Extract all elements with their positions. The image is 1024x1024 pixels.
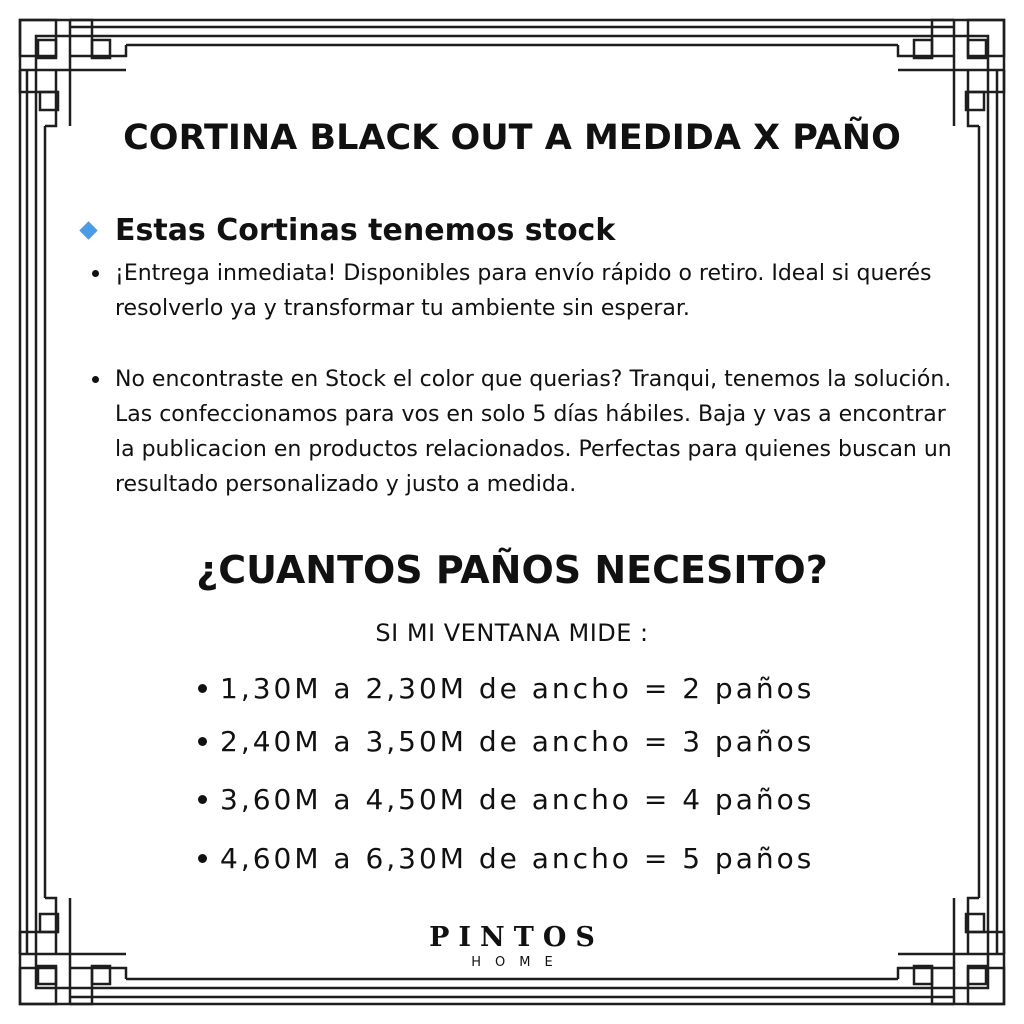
brand-logo: [0, 922, 1024, 970]
logo-sub: HOME: [471, 955, 567, 970]
question-subtitle: SI MI VENTANA MIDE :: [375, 619, 649, 647]
size-text: 3,60M a 4,50M de ancho = 4 paños: [220, 783, 815, 816]
paragraph-text: ¡Entrega inmediata! Disponibles para envío rápido o retiro. Ideal si querés resolverlo ya y transformar tu ambiente sin esperar.: [115, 261, 932, 321]
size-text: 4,60M a 6,30M de ancho = 5 paños: [220, 842, 815, 875]
page-title: CORTINA BLACK OUT A MEDIDA X PAÑO: [123, 118, 901, 158]
list-item: [92, 362, 952, 502]
size-item: [198, 672, 814, 705]
size-text: 1,30M a 2,30M de ancho = 2 paños: [220, 672, 815, 705]
size-text: 2,40M a 3,50M de ancho = 3 paños: [220, 725, 815, 758]
question-heading: ¿CUANTOS PAÑOS NECESITO?: [196, 548, 828, 592]
bullet-icon: [92, 270, 99, 277]
list-item: [92, 256, 952, 326]
stock-heading-text: Estas Cortinas tenemos stock: [115, 213, 616, 248]
size-item: [198, 783, 814, 816]
bullet-icon: [198, 795, 207, 804]
diamond-bullet-icon: [79, 221, 97, 239]
bullet-icon: [198, 684, 207, 693]
size-item: [198, 725, 814, 758]
size-item: [198, 842, 814, 875]
bullet-icon: [198, 737, 207, 746]
bullet-icon: [198, 854, 207, 863]
logo-name: PINTOS: [429, 922, 604, 953]
stock-heading: [78, 213, 615, 248]
bullet-icon: [92, 376, 99, 383]
paragraph-text: No encontraste en Stock el color que querias? Tranqui, tenemos la solución. Las confeccionamos para vos en solo 5 días hábiles. Baja y vas a encontrar la publicacion en productos relacionados. Perfectas para quienes buscan un resultado personalizado y justo a medida.: [115, 367, 952, 497]
